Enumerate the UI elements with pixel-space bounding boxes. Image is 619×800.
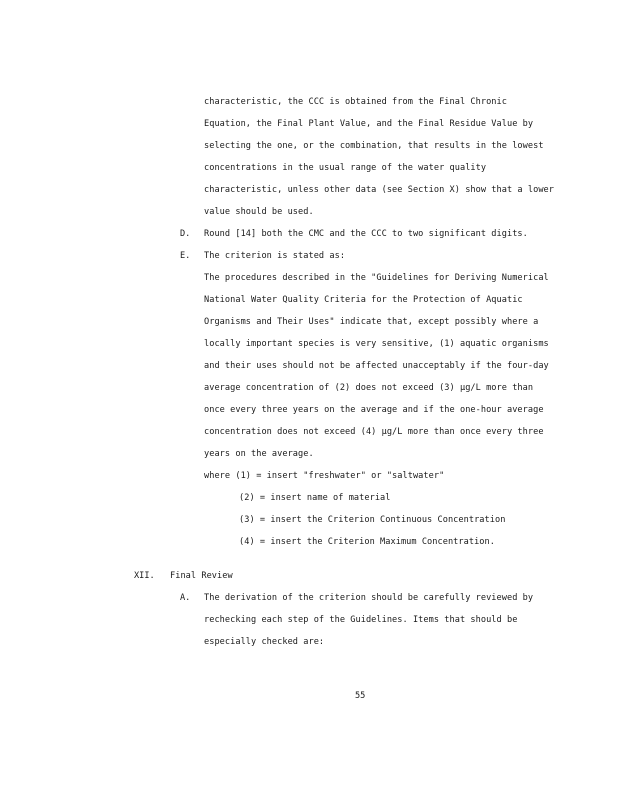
criterion-statement-line: Organisms and Their Uses" indicate that, except possibly where a bbox=[204, 317, 539, 327]
where-clause-first: where (1) = insert "freshwater" or "saltwater" bbox=[204, 471, 445, 481]
item-a-marker: A. bbox=[180, 593, 191, 603]
criterion-statement-line: National Water Quality Criteria for the Protection of Aquatic bbox=[204, 295, 523, 305]
where-clause-item: (3) = insert the Criterion Continuous Concentration bbox=[239, 515, 506, 525]
where-clause-item: (4) = insert the Criterion Maximum Concentration. bbox=[239, 537, 495, 547]
criterion-statement-line: once every three years on the average and if the one-hour average bbox=[204, 405, 544, 415]
item-d-text: Round [14] both the CMC and the CCC to two significant digits. bbox=[204, 229, 528, 239]
paragraph-line: Equation, the Final Plant Value, and the Final Residue Value by bbox=[204, 119, 534, 129]
item-d-marker: D. bbox=[180, 229, 191, 239]
paragraph-line: value should be used. bbox=[204, 207, 314, 217]
criterion-statement-line: concentration does not exceed (4) µg/L more than once every three bbox=[204, 427, 544, 437]
criterion-statement-line: locally important species is very sensitive, (1) aquatic organisms bbox=[204, 339, 549, 349]
section-xii-marker: XII. bbox=[134, 571, 155, 581]
page-number: 55 bbox=[355, 691, 366, 701]
paragraph-line: selecting the one, or the combination, that results in the lowest bbox=[204, 141, 544, 151]
section-xii-title: Final Review bbox=[170, 571, 233, 581]
item-e-intro: The criterion is stated as: bbox=[204, 251, 346, 261]
criterion-statement-line: years on the average. bbox=[204, 449, 314, 459]
criterion-statement-line: and their uses should not be affected unacceptably if the four-day bbox=[204, 361, 549, 371]
criterion-statement-line: average concentration of (2) does not exceed (3) µg/L more than bbox=[204, 383, 534, 393]
criterion-statement-line: The procedures described in the "Guidelines for Deriving Numerical bbox=[204, 273, 549, 283]
item-a-line: rechecking each step of the Guidelines. Items that should be bbox=[204, 615, 518, 625]
item-e-marker: E. bbox=[180, 251, 191, 261]
paragraph-line: characteristic, unless other data (see Section X) show that a lower bbox=[204, 185, 554, 195]
where-clause-item: (2) = insert name of material bbox=[239, 493, 391, 503]
item-a-line: The derivation of the criterion should be carefully reviewed by bbox=[204, 593, 534, 603]
paragraph-line: characteristic, the CCC is obtained from the Final Chronic bbox=[204, 97, 507, 107]
item-a-line: especially checked are: bbox=[204, 637, 325, 647]
paragraph-line: concentrations in the usual range of the water quality bbox=[204, 163, 487, 173]
